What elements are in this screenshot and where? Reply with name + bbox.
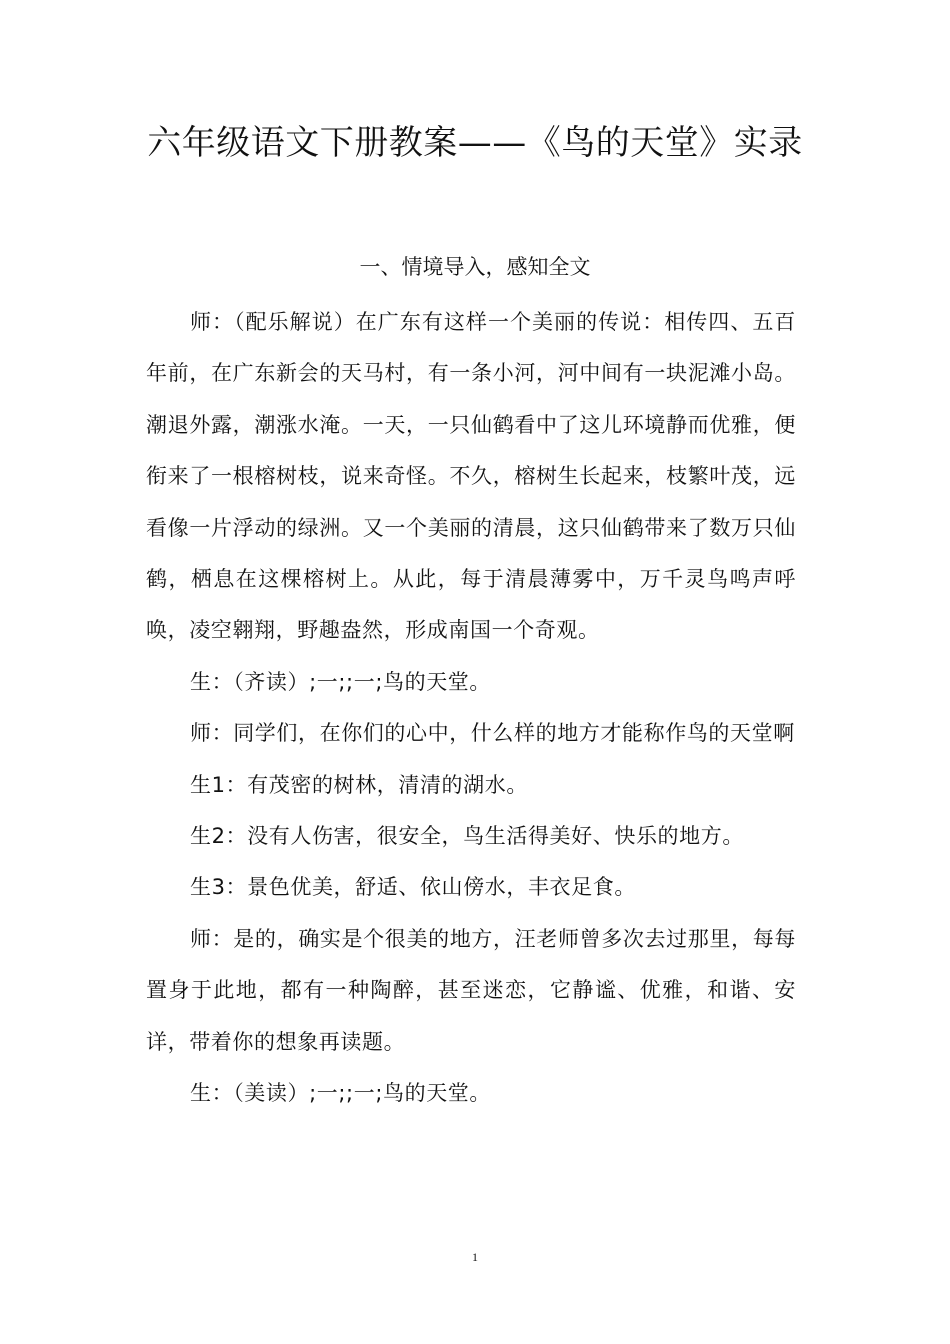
page-number: 1 [472,1250,478,1264]
paragraph-teacher-intro: 师：（配乐解说）在广东有这样一个美丽的传说：相传四、五百年前，在广东新会的天马村，有一条小河，河中间有一块泥滩小岛。潮退外露，潮涨水淹。一天，一只仙鹤看中了这儿环境静而优雅，便衔来了一根榕树枝，说来奇怪。不久，榕树生长起来，枝繁叶茂，远看像一片浮动的绿洲。又一个美丽的清晨，这只仙鹤带来了数万只仙鹤，栖息在这棵榕树上。从此，每于清晨薄雾中，万千灵鸟鸣声呼唤，凌空翱翔，野趣盎然，形成南国一个奇观。 [146,310,796,643]
section-heading: 一、情境导入，感知全文 [359,255,591,279]
paragraph-students-read: 生：（齐读）;一;;一;鸟的天堂。 [190,669,491,694]
paragraph-student-2: 生2：没有人伤害，很安全，鸟生活得美好、快乐的地方。 [190,824,744,849]
paragraph-student-3: 生3：景色优美，舒适、依山傍水，丰衣足食。 [190,875,636,900]
paragraph-teacher-reply: 师：是的，确实是个很美的地方，汪老师曾多次去过那里，每每置身于此地，都有一种陶醉，甚至迷恋，它静谧、优雅，和谐、安详，带着你的想象再读题。 [146,926,796,1054]
document-title: 六年级语文下册教案——《鸟的天堂》实录 [147,123,803,163]
paragraph-student-1: 生1：有茂密的树林，清清的湖水。 [190,772,528,797]
paragraph-teacher-question: 师：同学们，在你们的心中，什么样的地方才能称作鸟的天堂啊 [190,721,795,746]
body-text [146,297,796,1120]
paragraph-students-reread: 生：（美读）;一;;一;鸟的天堂。 [190,1081,491,1106]
